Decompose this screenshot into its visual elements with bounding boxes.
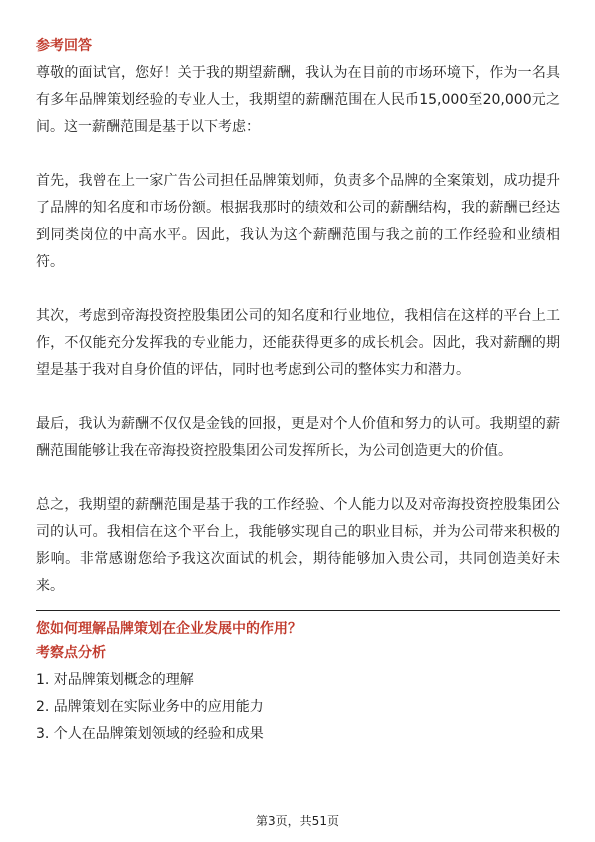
question-title: 您如何理解品牌策划在企业发展中的作用？ (36, 621, 302, 637)
analysis-point: 2. 品牌策划在实际业务中的应用能力 (36, 699, 264, 715)
answer-paragraph: 其次，考虑到帝海投资控股集团公司的知名度和行业地位，我相信在这样的平台上工作，不仅能充分发挥我的专业能力，还能获得更多的成长机会。因此，我对薪酬的期望是基于我对自身价值的评估，同时也考虑到公司的整体实力和潜力。 (36, 308, 560, 378)
answer-paragraph: 最后，我认为薪酬不仅仅是金钱的回报，更是对个人价值和努力的认可。我期望的薪酬范围能够让我在帝海投资控股集团公司发挥所长，为公司创造更大的价值。 (36, 416, 560, 459)
analysis-points-list (36, 667, 560, 748)
analysis-point: 3. 个人在品牌策划领域的经验和成果 (36, 726, 264, 742)
answer-paragraph: 尊敬的面试官，您好！关于我的期望薪酬，我认为在目前的市场环境下，作为一名具有多年品牌策划经验的专业人士，我期望的薪酬范围在人民币15,000至20,000元之间。这一薪酬范围是基于以下考虑： (36, 65, 560, 135)
answer-body (36, 60, 560, 600)
page-number: 第3页，共51页 (256, 814, 339, 828)
answer-paragraph: 总之，我期望的薪酬范围是基于我的工作经验、个人能力以及对帝海投资控股集团公司的认可。我相信在这个平台上，我能够实现自己的职业目标，并为公司带来积极的影响。非常感谢您给予我这次面试的机会，期待能够加入贵公司，共同创造美好未来。 (36, 497, 560, 594)
analysis-heading: 考察点分析 (36, 645, 106, 661)
answer-paragraph: 首先，我曾在上一家广告公司担任品牌策划师，负责多个品牌的全案策划，成功提升了品牌的知名度和市场份额。根据我那时的绩效和公司的薪酬结构，我的薪酬已经达到同类岗位的中高水平。因此，我认为这个薪酬范围与我之前的工作经验和业绩相符。 (36, 173, 560, 270)
section-divider (36, 610, 560, 611)
document-page (36, 36, 560, 748)
answer-heading: 参考回答 (36, 38, 92, 54)
analysis-point: 1. 对品牌策划概念的理解 (36, 672, 194, 688)
